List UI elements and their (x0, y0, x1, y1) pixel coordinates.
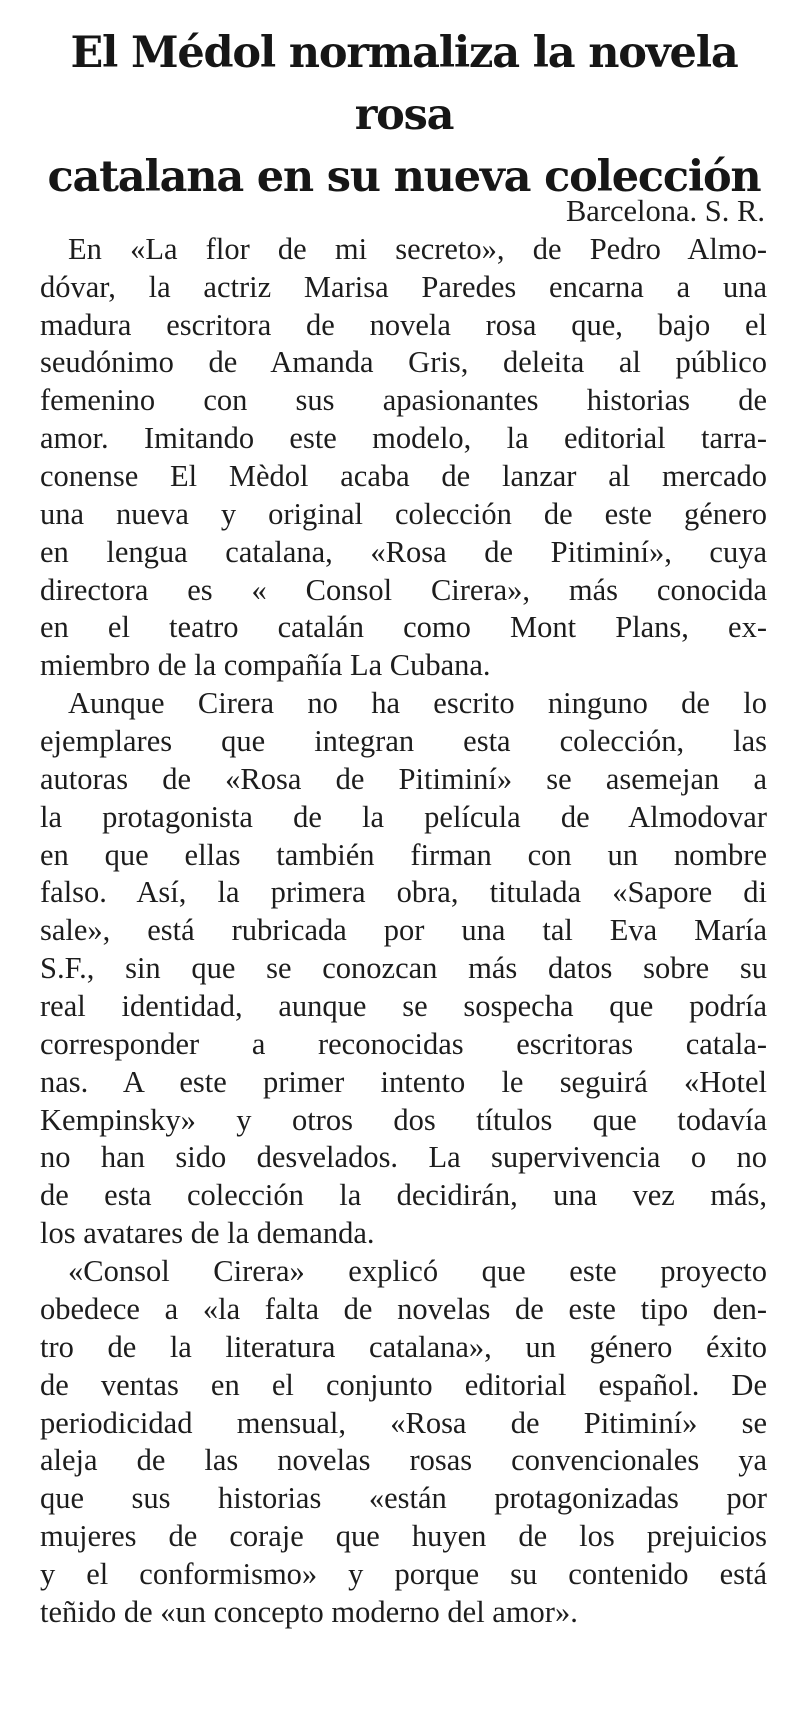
headline-line-2: catalana en su nueva colección (47, 152, 761, 202)
body-line: «Consol Cirera» explicó que este proyecto (68, 1254, 767, 1289)
body-line: seudónimo de Amanda Gris, deleita al público (40, 345, 767, 380)
headline-line-1: El Médol normaliza la novela rosa (70, 28, 738, 140)
body-line: Kempinsky» y otros dos títulos que todavía (40, 1102, 767, 1137)
article-body (40, 193, 767, 1632)
body-line: Aunque Cirera no ha escrito ninguno de lo (68, 686, 767, 721)
body-line: de esta colección la decidirán, una vez más, (40, 1178, 767, 1213)
body-line: no han sido desvelados. La supervivencia o no (40, 1140, 767, 1175)
body-line: la protagonista de la película de Almodovar (40, 799, 767, 834)
body-line: autoras de «Rosa de Pitiminí» se asemejan a (40, 761, 767, 796)
body-line: dóvar, la actriz Marisa Paredes encarna a una (40, 269, 767, 304)
body-line: sale», está rubricada por una tal Eva María (40, 913, 767, 948)
body-line: aleja de las novelas rosas convencionales ya (40, 1443, 767, 1478)
body-line: corresponder a reconocidas escritoras catala- (40, 1026, 767, 1061)
body-line: miembro de la compañía La Cubana. (40, 648, 491, 683)
body-line: de ventas en el conjunto editorial español. De (40, 1367, 767, 1402)
body-line: conense El Mèdol acaba de lanzar al mercado (40, 459, 767, 494)
body-line: que sus historias «están protagonizadas por (40, 1481, 767, 1516)
body-line: real identidad, aunque se sospecha que podría (40, 989, 767, 1024)
body-line: ejemplares que integran esta colección, las (40, 724, 767, 759)
body-line: en el teatro catalán como Mont Plans, ex- (40, 610, 767, 645)
body-line: femenino con sus apasionantes historias de (40, 383, 767, 418)
byline: Barcelona. S. R. (565, 194, 765, 228)
body-line: tro de la literatura catalana», un género éxito (40, 1329, 767, 1364)
headline (20, 22, 788, 208)
body-line: amor. Imitando este modelo, la editorial tarra- (40, 421, 767, 456)
body-line: directora es « Consol Cirera», más conocida (40, 572, 767, 607)
body-line: nas. A este primer intento le seguirá «Hotel (40, 1064, 767, 1099)
body-line: en que ellas también firman con un nombre (40, 837, 767, 872)
body-line: En «La flor de mi secreto», de Pedro Almo- (68, 231, 767, 266)
body-line: S.F., sin que se conozcan más datos sobre su (40, 951, 767, 986)
body-line: y el conformismo» y porque su contenido está (40, 1556, 767, 1591)
body-line: una nueva y original colección de este género (40, 496, 767, 531)
body-line: periodicidad mensual, «Rosa de Pitiminí» se (40, 1405, 767, 1440)
body-line: teñido de «un concepto moderno del amor». (40, 1594, 578, 1629)
body-line: en lengua catalana, «Rosa de Pitiminí», cuya (40, 534, 767, 569)
body-line: los avatares de la demanda. (40, 1216, 375, 1251)
body-line: mujeres de coraje que huyen de los prejuicios (40, 1519, 767, 1554)
body-line: obedece a «la falta de novelas de este tipo den- (40, 1291, 767, 1326)
body-line: falso. Así, la primera obra, titulada «Sapore di (40, 875, 767, 910)
body-line: madura escritora de novela rosa que, bajo el (40, 307, 767, 342)
